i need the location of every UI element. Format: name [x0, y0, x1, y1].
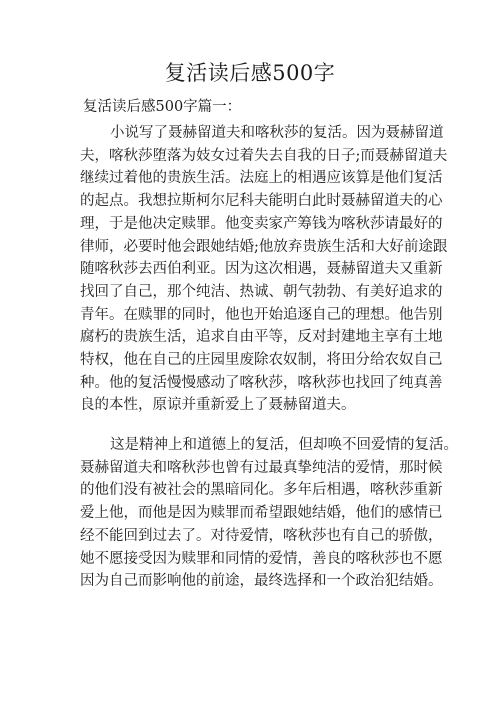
document-title: 复活读后感500字	[164, 61, 336, 85]
text-line: 她不愿接受因为赎罪和同情的爱情，善良的喀秋莎也不愿	[80, 550, 443, 567]
text-line: 找回了自己，那个纯洁、热诚、朝气勃勃、有美好追求的	[80, 283, 443, 300]
text-line: 种。他的复活慢慢感动了喀秋莎，喀秋莎也找回了纯真善	[80, 374, 443, 391]
text-line: 这是精神上和道德上的复活，但却唤不回爱情的复活。	[110, 437, 458, 453]
paragraph	[80, 122, 448, 417]
text-line: 律师，必要时他会跟她结婚;他放弃贵族生活和大好前途跟	[80, 238, 448, 255]
text-line: 特权，他在自己的庄园里废除农奴制，将田分给农奴自己	[80, 352, 443, 369]
paragraph	[80, 434, 458, 593]
text-line: 经不能回到过去了。对待爱情，喀秋莎也有自己的骄傲，	[80, 527, 443, 544]
text-line: 理，于是他决定赎罪。他变卖家产筹钱为喀秋莎请最好的	[80, 215, 443, 232]
text-line: 的起点。我想拉斯柯尔尼科夫能明白此时聂赫留道夫的心	[80, 193, 443, 210]
text-line: 腐朽的贵族生活，追求自由平等，反对封建地主享有土地	[80, 329, 443, 346]
text-line: 夫，喀秋莎堕落为妓女过着失去自我的日子;而聂赫留道夫	[80, 147, 448, 164]
text-line: 因为自己而影响他的前途，最终选择和一个政治犯结婚。	[80, 573, 443, 590]
text-line: 青年。在赎罪的同时，他也开始追逐自己的理想。他告别	[80, 306, 443, 323]
text-line: 良的本性，原谅并重新爱上了聂赫留道夫。	[80, 397, 356, 414]
text-line: 聂赫留道夫和喀秋莎也曾有过最真挚纯洁的爱情，那时候	[80, 459, 443, 476]
text-line: 爱上他，而他是因为赎罪而希望跟她结婚，他们的感情已	[80, 505, 443, 522]
document-subtitle: 复活读后感500字篇一：	[83, 99, 242, 115]
text-line: 的他们没有被社会的黑暗同化。多年后相遇，喀秋莎重新	[80, 482, 443, 499]
text-line: 继续过着他的贵族生活。法庭上的相遇应该算是他们复活	[80, 170, 443, 187]
text-line: 随喀秋莎去西伯利亚。因为这次相遇，聂赫留道夫又重新	[80, 261, 443, 278]
text-line: 小说写了聂赫留道夫和喀秋莎的复活。因为聂赫留道	[110, 125, 444, 141]
